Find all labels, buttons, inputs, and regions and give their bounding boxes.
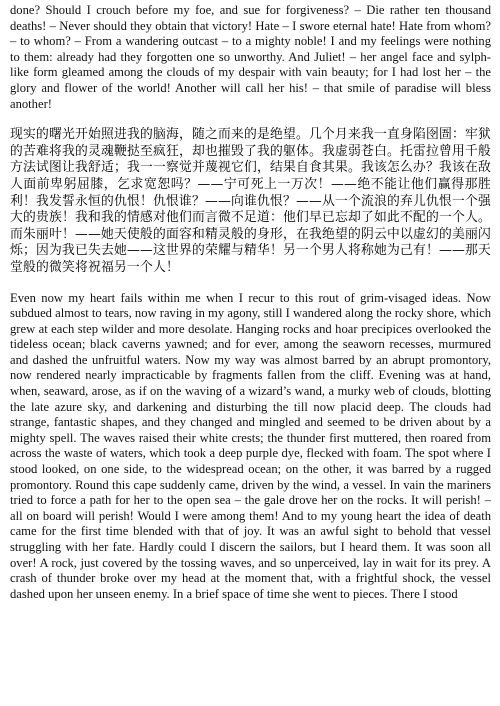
paragraph-english-2: Even now my heart fails within me when I recur to this rout of grim-visaged ideas. Now subdued almost to tears, now raving in my agony, still I wandered along the rocky shore, which grew at each step wilder and more desolate. Hanging rocks and hoar precipices overlooked the tideless ocean; black caverns yawned; and for ever, among the seaworn recesses, murmured and dashed the unfruitful waters. Now my way was almost barred by an abrupt promontory, now rendered nearly impracticable by fragments fallen from the cliff. Evening was at hand, when, seaward, arose, as if on the waving of a wizard’s wand, a murky web of clouds, blotting the late azure sky, and darkening and disturbing the till now placid deep. The clouds had strange, fantastic shapes, and they changed and mingled and seemed to be driven about by a mighty spell. The waves raised their white crests; the thunder first muttered, then roared from across the waste of waters, which took a deep purple dye, flecked with foam. The spot where I stood looked, on one side, to the widespread ocean; on the other, it was barred by a rugged promontory. Round this cape suddenly came, driven by the wind, a vessel. In vain the mariners tried to force a path for her to the open sea – the gale drove her on the rocks. It will perish! – all on board will perish! Would I were among them! And to my young heart the idea of death came for the first time blended with that of joy. It was an awful sight to behold that vessel struggling with her fate. Hardly could I discern the sailors, but I heard them. It was soon all over! A rock, just covered by the tossing waves, and so unperceived, lay in wait for its prey. A crash of thunder broke over my head at the moment that, with a frightful shock, the vessel dashed upon her unseen enemy. In a brief space of time she went to pieces. There I stood (10, 290, 491, 601)
paragraph-english-1: done? Should I crouch before my foe, and sue for forgiveness? – Die rather ten thousand deaths! – Never should they obtain that victory! Hate – I swore eternal hate! Hate from whom? – to whom? – From a wandering outcast – to a mighty noble! I and my feelings were nothing to them: already had they forgotten one so unworthy. And Juliet! – her angel face and sylph-like form gleamed among the clouds of my despair with vain beauty; for I had lost her – the glory and flower of the world! Another will call her his! – that smile of paradise will bless another! (10, 3, 491, 111)
paragraph-chinese-translation: 现实的曙光开始照进我的脑海，随之而来的是绝望。几个月来我一直身陷囹圄：牢狱的苦难将我的灵魂鞭挞至疯狂，却也摧毁了我的躯体。我虚弱苍白。托雷拉曾用千般方法试图让我舒适；我一一察觉并蔑视它们，结果自食其果。我该怎么办？我该在敌人面前卑躬屈膝，乞求宽恕吗？——宁可死上一万次！——绝不能让他们赢得那胜利！我发誓永恒的仇恨！仇恨谁？——向谁仇恨？——从一个流浪的弃儿仇恨一个强大的贵族！我和我的情感对他们而言微不足道：他们早已忘却了如此不配的一个人。而朱丽叶！——她天使般的面容和精灵般的身形，在我绝望的阴云中以虚幻的美丽闪烁；因为我已失去她——这世界的荣耀与精华！另一个男人将称她为己有！——那天堂般的微笑将祝福另一个人！ (10, 127, 491, 275)
